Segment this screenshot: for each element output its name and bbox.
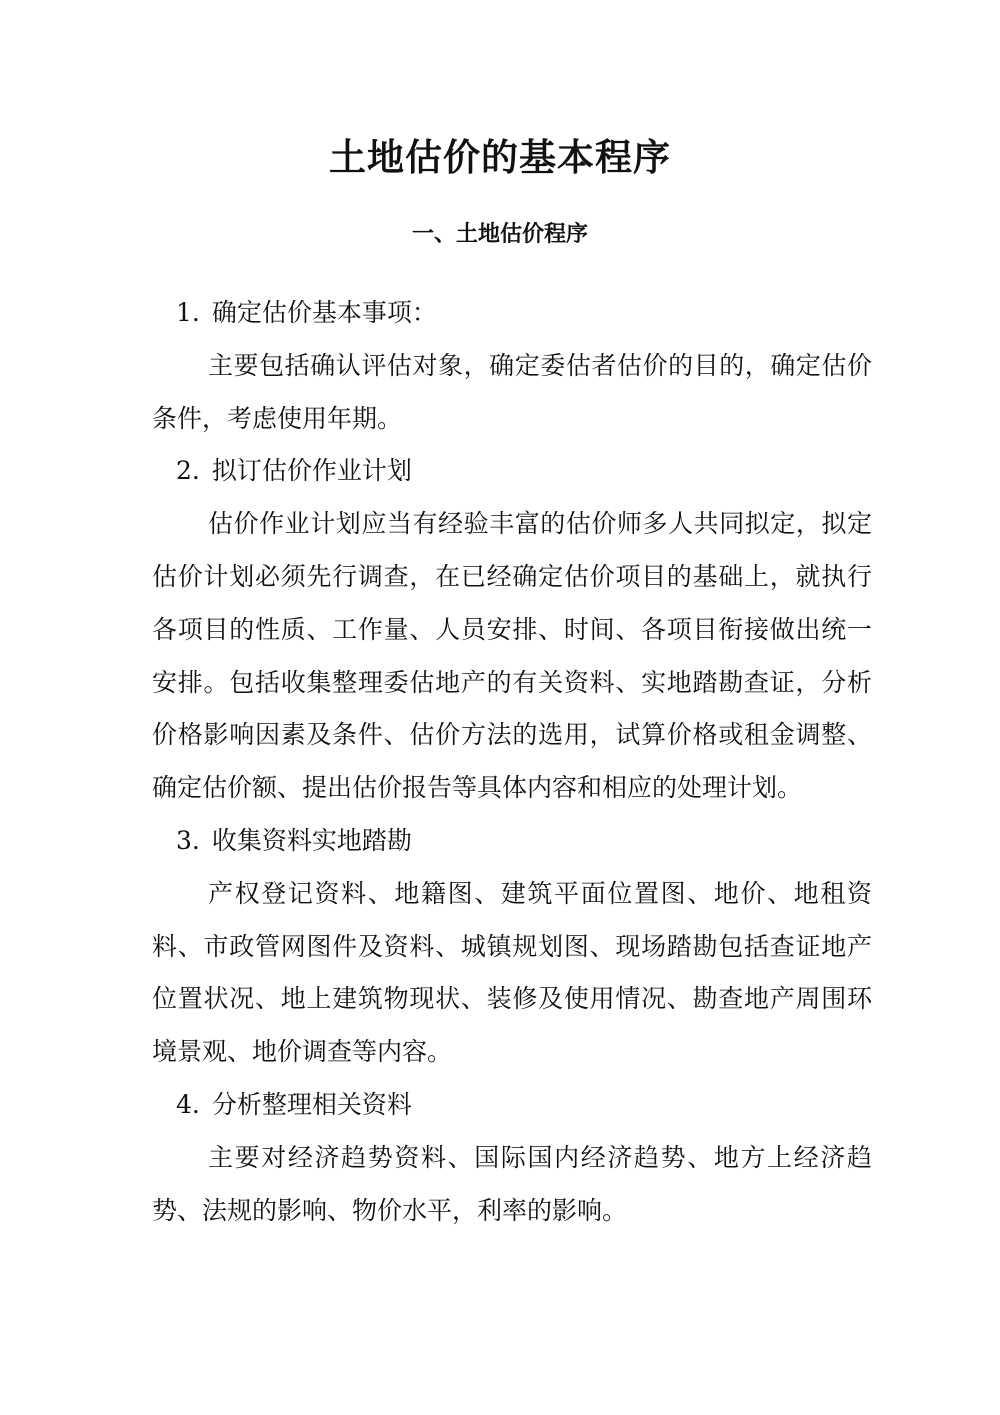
page-title: 土地估价的基本程序 bbox=[329, 135, 671, 179]
item-heading-3 bbox=[152, 815, 872, 868]
item-heading-2 bbox=[152, 445, 872, 498]
item-number: 2. bbox=[176, 456, 200, 486]
item-heading-4 bbox=[152, 1079, 872, 1132]
item-heading-text: 拟订估价作业计划 bbox=[211, 456, 412, 486]
item-heading-text: 收集资料实地踏勘 bbox=[211, 825, 412, 855]
document-body bbox=[152, 287, 872, 1237]
item-heading-text: 分析整理相关资料 bbox=[211, 1089, 412, 1119]
section-title: 一、土地估价程序 bbox=[411, 222, 588, 247]
item-heading-text: 确定估价基本事项： bbox=[211, 298, 437, 327]
item-paragraph-2: 估价作业计划应当有经验丰富的估价师多人共同拟定，拟定估价计划必须先行调查，在已经确定估价项目的基础上，就执行各项目的性质、工作量、人员安排、时间、各项目衔接做出统一安排。包括收集整理委估地产的有关资料、实地踏勘查证，分析价格影响因素及条件、估价方法的选用，试算价格或租金调整、确定估价额、提出估价报告等具体内容和相应的处理计划。 bbox=[152, 509, 872, 803]
item-number: 1. bbox=[176, 298, 200, 327]
item-paragraph-1: 主要包括确认评估对象，确定委估者估价的目的，确定估价条件，考虑使用年期。 bbox=[152, 350, 872, 433]
item-heading-1 bbox=[152, 287, 872, 340]
item-number: 4. bbox=[176, 1089, 200, 1119]
item-paragraph-3: 产权登记资料、地籍图、建筑平面位置图、地价、地租资料、市政管网图件及资料、城镇规划图、现场踏勘包括查证地产位置状况、地上建筑物现状、装修及使用情况、勘查地产周围环境景观、地价调查等内容。 bbox=[152, 878, 872, 1067]
item-paragraph-4: 主要对经济趋势资料、国际国内经济趋势、地方上经济趋势、法规的影响、物价水平，利率的影响。 bbox=[152, 1142, 872, 1225]
item-number: 3. bbox=[176, 825, 200, 855]
